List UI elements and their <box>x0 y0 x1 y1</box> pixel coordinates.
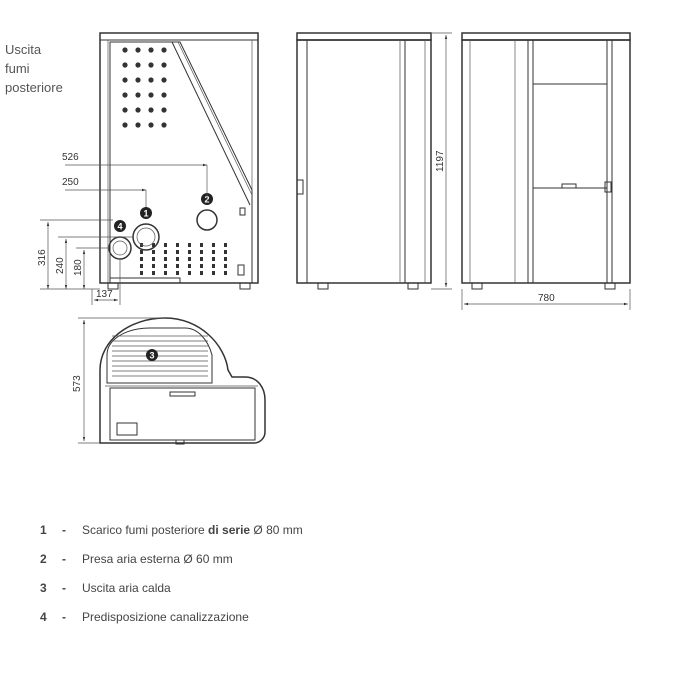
side-view <box>297 33 452 289</box>
vent-slot <box>188 257 191 261</box>
vent-hole <box>135 122 140 127</box>
top-control-panel <box>117 423 137 435</box>
duct-outlet-4 <box>109 237 131 259</box>
front-door <box>533 40 607 283</box>
svg-text:573: 573 <box>72 375 83 392</box>
vent-hole <box>148 107 153 112</box>
vent-hole <box>161 107 166 112</box>
vent-slot <box>140 250 143 254</box>
svg-text:250: 250 <box>62 177 79 188</box>
vent-slot <box>200 264 203 268</box>
vent-hole <box>135 62 140 67</box>
vent-slot <box>188 271 191 275</box>
front-latch <box>605 182 611 192</box>
legend-item <box>40 610 303 639</box>
svg-text:780: 780 <box>538 293 555 304</box>
legend-text: Presa aria esterna Ø 60 mm <box>82 552 233 566</box>
svg-text:316: 316 <box>37 249 48 266</box>
marker-3 <box>146 349 158 361</box>
rear-diagonal <box>172 42 250 205</box>
vent-hole <box>148 122 153 127</box>
svg-text:3: 3 <box>149 350 155 361</box>
vent-hole <box>161 77 166 82</box>
legend-item <box>40 523 303 552</box>
rear-foot-right <box>240 283 250 289</box>
svg-text:1: 1 <box>143 208 149 219</box>
legend-num: 1 <box>40 523 47 537</box>
flue-outlet-1-inner <box>137 228 155 246</box>
legend-num: 3 <box>40 581 47 595</box>
vent-slot <box>176 250 179 254</box>
legend-text: Scarico fumi posteriore <box>82 523 209 537</box>
legend-suffix: Ø 80 mm <box>250 523 303 537</box>
vent-slot <box>188 264 191 268</box>
svg-text:137: 137 <box>96 289 113 300</box>
vent-hole <box>135 77 140 82</box>
vent-hole <box>135 92 140 97</box>
title-line: Uscita <box>5 42 42 57</box>
legend <box>40 523 303 639</box>
dimension-250 <box>62 177 146 207</box>
rear-diagonal-2 <box>178 42 252 195</box>
vent-slot <box>224 250 227 254</box>
vent-hole <box>148 77 153 82</box>
rear-top-cap <box>100 33 258 40</box>
side-foot-right <box>408 283 418 289</box>
marker-1 <box>140 207 152 219</box>
side-hinge <box>297 180 303 194</box>
front-top-cap <box>462 33 630 40</box>
vent-slot <box>212 271 215 275</box>
vent-hole <box>161 122 166 127</box>
side-top-cap <box>297 33 431 40</box>
vent-slot <box>200 243 203 247</box>
vent-slot <box>164 243 167 247</box>
air-inlet-2 <box>197 210 217 230</box>
vent-hole <box>148 92 153 97</box>
vent-hole <box>122 107 127 112</box>
legend-item <box>40 552 303 581</box>
title-line: posteriore <box>5 80 63 95</box>
vent-slot <box>152 250 155 254</box>
vent-slot <box>176 243 179 247</box>
svg-text:180: 180 <box>73 259 84 276</box>
side-connector <box>240 208 245 215</box>
grille-slats <box>112 336 208 376</box>
vent-slot <box>224 264 227 268</box>
vent-hole <box>122 62 127 67</box>
vent-slot <box>200 257 203 261</box>
vent-hole <box>122 47 127 52</box>
svg-text:1197: 1197 <box>435 150 446 172</box>
legend-dash: - <box>62 552 66 566</box>
legend-bold: di serie <box>208 523 251 537</box>
legend-num: 4 <box>40 610 47 624</box>
vent-slot <box>176 264 179 268</box>
vent-slot <box>200 250 203 254</box>
vent-slot <box>164 264 167 268</box>
vent-slot <box>176 271 179 275</box>
vent-hole <box>135 47 140 52</box>
svg-text:240: 240 <box>55 257 66 274</box>
vent-slot <box>164 250 167 254</box>
vent-hole <box>135 107 140 112</box>
vent-hole <box>161 62 166 67</box>
legend-dash: - <box>62 523 66 537</box>
legend-dash: - <box>62 610 66 624</box>
title-line: fumi <box>5 61 30 76</box>
svg-text:526: 526 <box>62 152 79 163</box>
top-outline <box>100 318 265 443</box>
front-body <box>462 40 630 283</box>
side-connector <box>238 265 244 275</box>
vent-hole <box>161 92 166 97</box>
vent-slot <box>200 271 203 275</box>
vent-hole <box>122 92 127 97</box>
top-view <box>72 318 265 444</box>
vent-slot <box>212 257 215 261</box>
duct-outlet-4-inner <box>113 241 127 255</box>
svg-text:2: 2 <box>204 194 210 205</box>
vent-slot <box>188 250 191 254</box>
dimension-316 <box>37 220 113 289</box>
side-body <box>297 40 431 283</box>
svg-text:4: 4 <box>117 221 123 232</box>
vent-slot <box>140 264 143 268</box>
vent-hole-grid <box>122 47 166 127</box>
side-foot-left <box>318 283 328 289</box>
vent-slot <box>212 243 215 247</box>
vent-slot <box>140 271 143 275</box>
front-foot-right <box>605 283 615 289</box>
vent-slot <box>152 264 155 268</box>
vent-hole <box>161 47 166 52</box>
legend-item <box>40 581 303 610</box>
dimension-780 <box>462 289 630 310</box>
vent-hole <box>122 122 127 127</box>
legend-num: 2 <box>40 552 47 566</box>
vent-hole <box>148 62 153 67</box>
legend-text: Predisposizione canalizzazione <box>82 610 249 624</box>
legend-dash: - <box>62 581 66 595</box>
vent-slot <box>164 257 167 261</box>
dimension-1197 <box>431 33 452 289</box>
vent-slot <box>152 257 155 261</box>
dimension-526 <box>62 152 207 200</box>
vent-hole <box>122 77 127 82</box>
vent-slot <box>212 250 215 254</box>
marker-4 <box>114 220 126 232</box>
vent-slot <box>164 271 167 275</box>
top-handle <box>170 392 195 396</box>
vent-slot <box>176 257 179 261</box>
vent-slot <box>212 264 215 268</box>
vent-slot <box>152 271 155 275</box>
vent-slot <box>224 243 227 247</box>
vent-hole <box>148 47 153 52</box>
vent-slot <box>188 243 191 247</box>
front-view <box>462 33 630 310</box>
dimension-240 <box>55 237 133 289</box>
vent-slot <box>140 257 143 261</box>
rear-view <box>37 33 258 305</box>
vent-slot <box>224 271 227 275</box>
vent-slot <box>224 257 227 261</box>
front-foot-left <box>472 283 482 289</box>
front-handle <box>562 184 576 188</box>
legend-text: Uscita aria calda <box>82 581 171 595</box>
